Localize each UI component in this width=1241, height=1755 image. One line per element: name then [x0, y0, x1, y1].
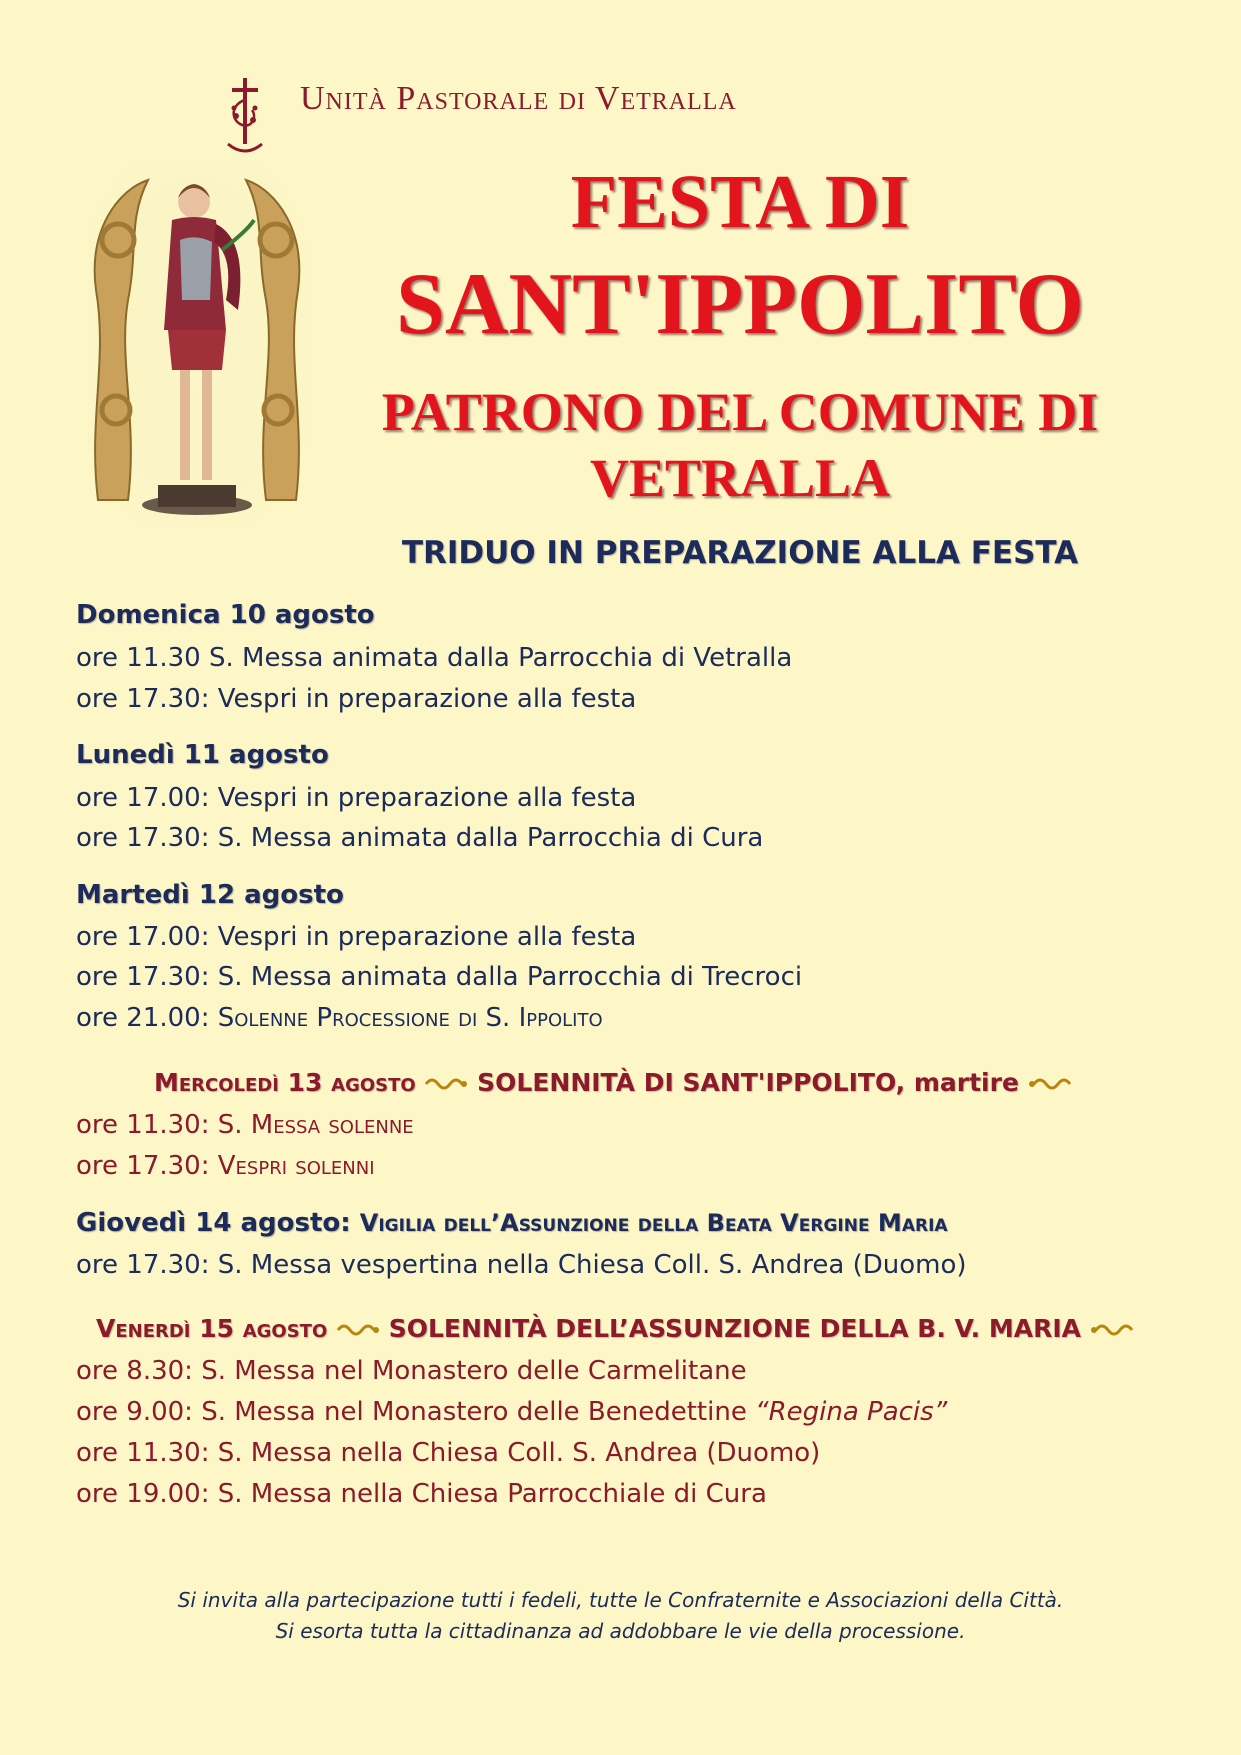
footer-line-1: Si invita alla partecipazione tutti i fedeli, tutte le Confraternite e Associazioni della Città. — [177, 1588, 1064, 1612]
organization-name: Unità Pastorale di Vetralla — [300, 80, 737, 117]
event-line: ore 17.30: S. Messa animata dalla Parrocchia di Cura — [76, 823, 764, 853]
event-line: ore 17.00: Vespri in preparazione alla festa — [76, 922, 637, 952]
triduo-heading: TRIDUO IN PREPARAZIONE ALLA FESTA — [401, 535, 1079, 571]
event-line: ore 11.30: S. Messa solenne — [76, 1110, 414, 1140]
scroll-ornament-icon — [424, 1075, 468, 1093]
event-line: ore 17.30: S. Messa animata dalla Parrocchia di Trecroci — [76, 962, 803, 992]
event-line: ore 9.00: S. Messa nel Monastero delle Benedettine “Regina Pacis” — [76, 1397, 948, 1427]
day-heading: Lunedì 11 agosto — [76, 740, 329, 770]
feast-15-heading: Venerdì 15 agosto SOLENNITÀ DELL’ASSUNZIONE DELLA B. V. MARIA — [96, 1314, 1134, 1343]
event-line: ore 17.30: Vespri solenni — [76, 1151, 375, 1181]
title-line-1: FESTA DI — [570, 160, 910, 244]
event-line: ore 17.00: Vespri in preparazione alla festa — [76, 783, 637, 813]
event-line: ore 17.30: S. Messa vespertina nella Chiesa Coll. S. Andrea (Duomo) — [76, 1250, 967, 1280]
event-line: ore 19.00: S. Messa nella Chiesa Parrocchiale di Cura — [76, 1479, 767, 1509]
event-line: ore 11.30: S. Messa nella Chiesa Coll. S. Andrea (Duomo) — [76, 1438, 821, 1468]
day-14-heading: Giovedì 14 agosto: Vigilia dell’Assunzione della Beata Vergine Maria — [76, 1208, 948, 1238]
event-line: ore 8.30: S. Messa nel Monastero delle Carmelitane — [76, 1356, 747, 1386]
subtitle-line-1: PATRONO DEL COMUNE DI — [381, 382, 1099, 442]
title-line-2: SANT'IPPOLITO — [396, 256, 1084, 353]
scroll-ornament-icon — [336, 1321, 380, 1339]
subtitle-line-2: VETRALLA — [589, 448, 891, 508]
saint-statue-image — [88, 160, 306, 522]
event-line: ore 17.30: Vespri in preparazione alla festa — [76, 684, 637, 714]
scroll-ornament-icon — [1028, 1075, 1072, 1093]
day-heading: Domenica 10 agosto — [76, 600, 375, 630]
event-line: ore 21.00: Solenne Processione di S. Ippolito — [76, 1003, 603, 1033]
event-line: ore 11.30 S. Messa animata dalla Parrocchia di Vetralla — [76, 643, 793, 673]
scroll-ornament-icon — [1090, 1321, 1134, 1339]
day-heading: Martedì 12 agosto — [76, 880, 344, 910]
feast-13-heading: Mercoledì 13 agosto SOLENNITÀ DI SANT'IPPOLITO, martire — [154, 1068, 1072, 1097]
footer-line-2: Si esorta tutta la cittadinanza ad addobbare le vie della processione. — [275, 1619, 966, 1643]
cross-vine-icon — [222, 78, 268, 158]
